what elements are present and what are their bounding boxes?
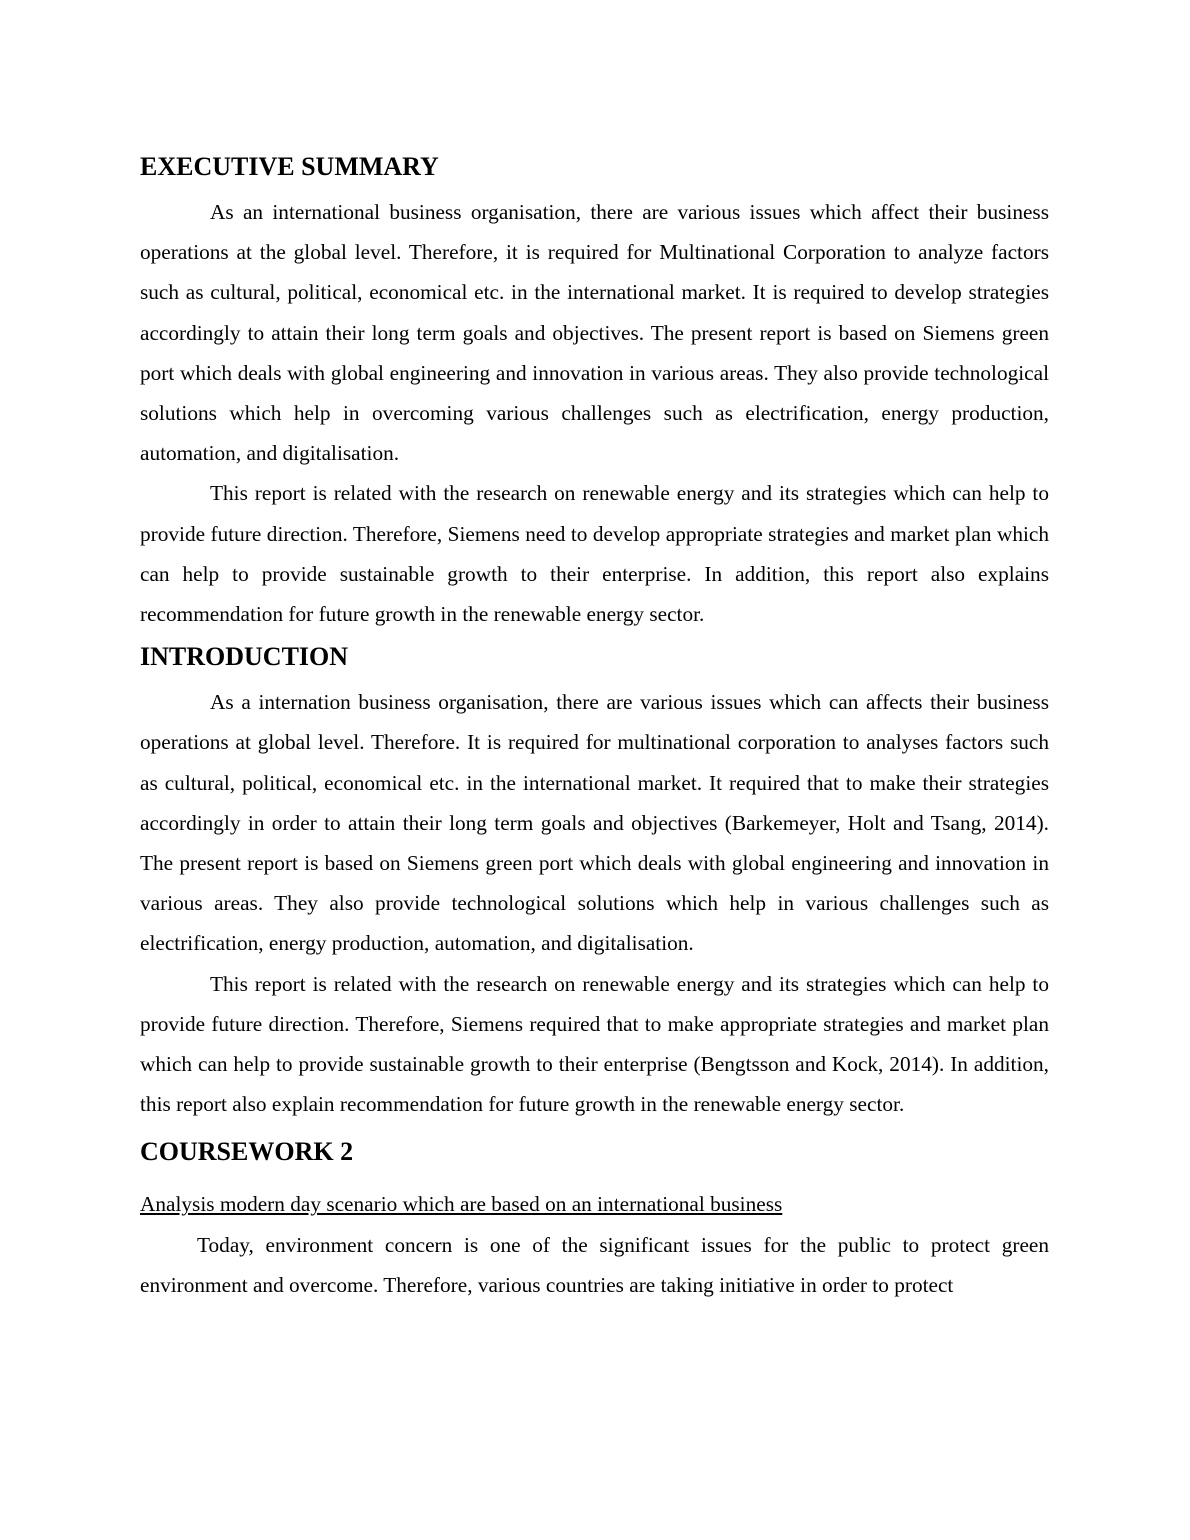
- introduction-paragraph-1: As a internation business organisation, there are various issues which can affects their business operations at global level. Therefore. It is required for multinational corporation to analyses factors such as cultural, political, economical etc. in the international market. It required that to make their strategies accordingly in order to attain their long term goals and objectives (Barkemeyer, Holt and Tsang, 2014). The present report is based on Siemens green port which deals with global engineering and innovation in various areas. They also provide technological solutions which help in various challenges such as electrification, energy production, automation, and digitalisation.: [140, 690, 1049, 956]
- executive-summary-heading: EXECUTIVE SUMMARY: [140, 152, 439, 181]
- coursework-heading: COURSEWORK 2: [140, 1137, 354, 1167]
- introduction-heading: INTRODUCTION: [140, 642, 349, 672]
- introduction-paragraph-2: This report is related with the research on renewable energy and its strategies which can help to provide future direction. Therefore, Siemens required that to make appropriate strategies and market plan which can help to provide sustainable growth to their enterprise (Bengtsson and Kock, 2014). In addition, this report also explain recommendation for future growth in the renewable energy sector.: [140, 971, 1049, 1117]
- executive-summary-paragraph-1: As an international business organisation, there are various issues which affect their business operations at the global level. Therefore, it is required for Multinational Corporation to analyze factors such as cultural, political, economical etc. in the international market. It is required to develop strategies accordingly to attain their long term goals and objectives. The present report is based on Siemens green port which deals with global engineering and innovation in various areas. They also provide technological solutions which help in overcoming various challenges such as electrification, energy production, automation, and digitalisation.: [140, 200, 1049, 466]
- coursework-paragraph: Today, environment concern is one of the significant issues for the public to protect green environment and overcome. Therefore, various countries are taking initiative in order to protect: [140, 1232, 1049, 1297]
- document-page: [140, 149, 1049, 1305]
- executive-summary-paragraph-2: This report is related with the research on renewable energy and its strategies which can help to provide future direction. Therefore, Siemens need to develop appropriate strategies and market plan which can help to provide sustainable growth to their enterprise. In addition, this report also explains recommendation for future growth in the renewable energy sector.: [140, 481, 1049, 627]
- coursework-subheading: Analysis modern day scenario which are based on an international business: [140, 1192, 783, 1217]
